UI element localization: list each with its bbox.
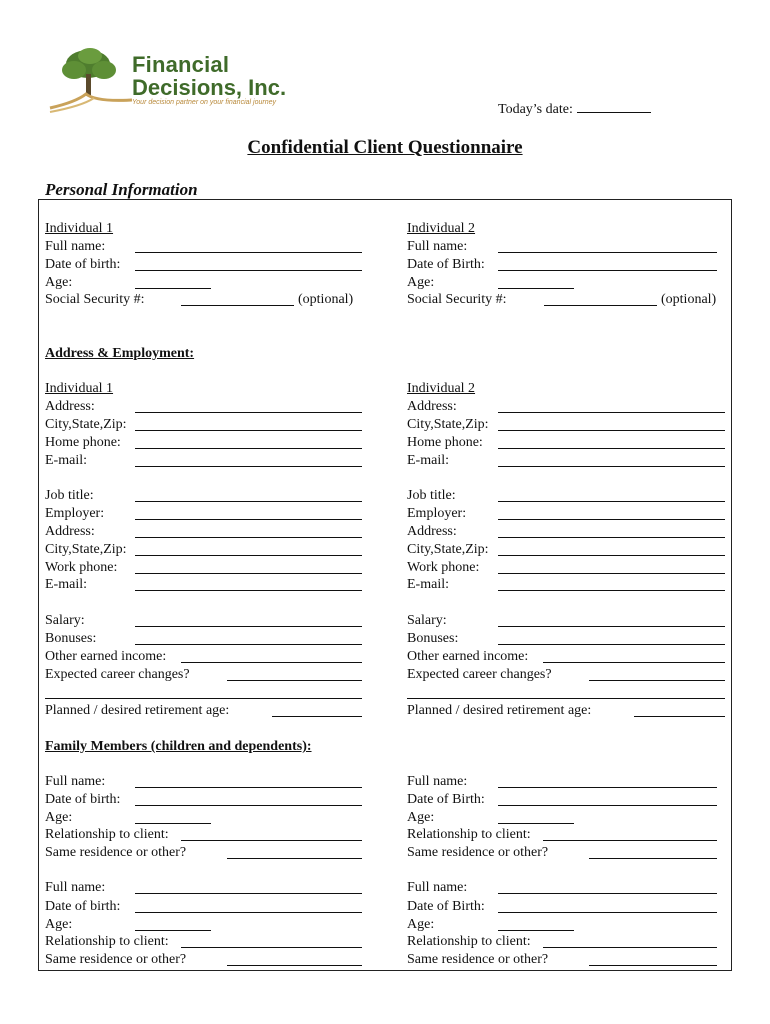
family-residence-label: Same residence or other? xyxy=(45,845,187,860)
career-changes-field[interactable] xyxy=(589,680,725,681)
retirement-age-label: Planned / desired retirement age: xyxy=(407,703,592,718)
bonuses-field[interactable] xyxy=(498,644,725,645)
address-field[interactable] xyxy=(498,412,725,413)
family-date-of-birth-field[interactable] xyxy=(135,912,362,913)
family-age-label: Age: xyxy=(45,810,73,825)
family-relationship-field[interactable] xyxy=(181,947,362,948)
individual-2-header: Individual 2 xyxy=(407,381,476,396)
bonuses-label: Bonuses: xyxy=(45,631,97,646)
family-date-of-birth-field[interactable] xyxy=(135,805,362,806)
individual-2-header: Individual 2 xyxy=(407,221,476,236)
work-address-label: Address: xyxy=(407,524,457,539)
career-changes-label: Expected career changes? xyxy=(407,667,552,682)
section-family-members: Family Members (children and dependents): xyxy=(45,739,312,754)
section-address-employment: Address & Employment: xyxy=(45,346,195,361)
work-email-label: E-mail: xyxy=(45,577,87,592)
home-phone-label: Home phone: xyxy=(45,435,121,450)
salary-label: Salary: xyxy=(45,613,85,628)
full-name-field[interactable] xyxy=(498,252,717,253)
full-name-label: Full name: xyxy=(407,239,468,254)
date-of-birth-label: Date of birth: xyxy=(45,257,121,272)
brand-tagline: Your decision partner on your financial journey xyxy=(132,99,276,106)
work-phone-field[interactable] xyxy=(135,573,362,574)
city-state-zip-field[interactable] xyxy=(135,430,362,431)
family-full-name-field[interactable] xyxy=(135,787,362,788)
ssn-field[interactable] xyxy=(544,305,657,306)
family-date-of-birth-field[interactable] xyxy=(498,912,717,913)
family-age-label: Age: xyxy=(45,917,73,932)
section-personal-information: Personal Information xyxy=(45,180,198,199)
work-address-field[interactable] xyxy=(498,537,725,538)
other-income-field[interactable] xyxy=(543,662,725,663)
employer-label: Employer: xyxy=(45,506,105,521)
tree-road-icon xyxy=(46,44,136,116)
family-full-name-field[interactable] xyxy=(498,893,717,894)
work-email-field[interactable] xyxy=(498,590,725,591)
retirement-age-field[interactable] xyxy=(634,716,725,717)
family-date-of-birth-label: Date of Birth: xyxy=(407,792,485,807)
work-phone-label: Work phone: xyxy=(407,560,480,575)
family-full-name-field[interactable] xyxy=(498,787,717,788)
career-changes-label: Expected career changes? xyxy=(45,667,190,682)
job-title-field[interactable] xyxy=(135,501,362,502)
family-residence-label: Same residence or other? xyxy=(407,845,549,860)
city-state-zip-label: City,State,Zip: xyxy=(407,417,489,432)
family-residence-field[interactable] xyxy=(589,965,717,966)
family-relationship-field[interactable] xyxy=(543,840,717,841)
family-age-field[interactable] xyxy=(135,930,211,931)
family-full-name-label: Full name: xyxy=(407,880,468,895)
family-residence-label: Same residence or other? xyxy=(45,952,187,967)
address-label: Address: xyxy=(407,399,457,414)
family-relationship-label: Relationship to client: xyxy=(45,934,169,949)
ssn-label: Social Security #: xyxy=(407,292,507,307)
individual-1-header: Individual 1 xyxy=(45,381,114,396)
family-full-name-label: Full name: xyxy=(45,880,106,895)
family-relationship-label: Relationship to client: xyxy=(407,934,531,949)
job-title-label: Job title: xyxy=(407,488,456,503)
work-address-label: Address: xyxy=(45,524,95,539)
other-income-field[interactable] xyxy=(181,662,362,663)
salary-field[interactable] xyxy=(135,626,362,627)
family-residence-label: Same residence or other? xyxy=(407,952,549,967)
email-field[interactable] xyxy=(135,466,362,467)
work-city-state-zip-label: City,State,Zip: xyxy=(45,542,127,557)
family-residence-field[interactable] xyxy=(227,965,362,966)
date-of-birth-label: Date of Birth: xyxy=(407,257,485,272)
career-changes-field-continued[interactable] xyxy=(407,698,725,699)
work-email-field[interactable] xyxy=(135,590,362,591)
age-field[interactable] xyxy=(498,288,574,289)
todays-date xyxy=(498,100,651,118)
family-age-label: Age: xyxy=(407,917,435,932)
full-name-field[interactable] xyxy=(135,252,362,253)
email-field[interactable] xyxy=(498,466,725,467)
work-email-label: E-mail: xyxy=(407,577,449,592)
employer-label: Employer: xyxy=(407,506,467,521)
address-field[interactable] xyxy=(135,412,362,413)
family-date-of-birth-label: Date of birth: xyxy=(45,899,121,914)
family-full-name-label: Full name: xyxy=(407,774,468,789)
family-date-of-birth-label: Date of birth: xyxy=(45,792,121,807)
family-residence-field[interactable] xyxy=(227,858,362,859)
salary-field[interactable] xyxy=(498,626,725,627)
family-date-of-birth-label: Date of Birth: xyxy=(407,899,485,914)
family-relationship-field[interactable] xyxy=(543,947,717,948)
age-label: Age: xyxy=(45,275,73,290)
family-age-field[interactable] xyxy=(135,823,211,824)
home-phone-field[interactable] xyxy=(135,448,362,449)
work-address-field[interactable] xyxy=(135,537,362,538)
family-age-label: Age: xyxy=(407,810,435,825)
full-name-label: Full name: xyxy=(45,239,106,254)
brand-name-line1: Financial xyxy=(132,52,230,77)
email-label: E-mail: xyxy=(45,453,87,468)
ssn-optional-note: (optional) xyxy=(661,292,717,307)
individual-1-header: Individual 1 xyxy=(45,221,114,236)
home-phone-label: Home phone: xyxy=(407,435,483,450)
bonuses-label: Bonuses: xyxy=(407,631,459,646)
family-age-field[interactable] xyxy=(498,823,574,824)
work-city-state-zip-field[interactable] xyxy=(135,555,362,556)
job-title-field[interactable] xyxy=(498,501,725,502)
todays-date-label: Today’s date: xyxy=(498,102,573,117)
family-full-name-field[interactable] xyxy=(135,893,362,894)
age-field[interactable] xyxy=(135,288,211,289)
family-full-name-label: Full name: xyxy=(45,774,106,789)
ssn-label: Social Security #: xyxy=(45,292,145,307)
age-label: Age: xyxy=(407,275,435,290)
bonuses-field[interactable] xyxy=(135,644,362,645)
other-income-label: Other earned income: xyxy=(407,649,529,664)
retirement-age-field[interactable] xyxy=(272,716,362,717)
career-changes-field[interactable] xyxy=(227,680,362,681)
employer-field[interactable] xyxy=(498,519,725,520)
other-income-label: Other earned income: xyxy=(45,649,167,664)
family-date-of-birth-field[interactable] xyxy=(498,805,717,806)
date-of-birth-field[interactable] xyxy=(498,270,717,271)
address-label: Address: xyxy=(45,399,95,414)
family-relationship-field[interactable] xyxy=(181,840,362,841)
email-label: E-mail: xyxy=(407,453,449,468)
work-phone-label: Work phone: xyxy=(45,560,118,575)
work-city-state-zip-label: City,State,Zip: xyxy=(407,542,489,557)
work-city-state-zip-field[interactable] xyxy=(498,555,725,556)
ssn-field[interactable] xyxy=(181,305,294,306)
home-phone-field[interactable] xyxy=(498,448,725,449)
family-age-field[interactable] xyxy=(498,930,574,931)
city-state-zip-field[interactable] xyxy=(498,430,725,431)
work-phone-field[interactable] xyxy=(498,573,725,574)
family-relationship-label: Relationship to client: xyxy=(45,827,169,842)
company-logo xyxy=(46,44,296,116)
family-relationship-label: Relationship to client: xyxy=(407,827,531,842)
city-state-zip-label: City,State,Zip: xyxy=(45,417,127,432)
todays-date-field[interactable] xyxy=(577,100,651,113)
family-residence-field[interactable] xyxy=(589,858,717,859)
career-changes-field-continued[interactable] xyxy=(45,698,362,699)
salary-label: Salary: xyxy=(407,613,447,628)
job-title-label: Job title: xyxy=(45,488,94,503)
date-of-birth-field[interactable] xyxy=(135,270,362,271)
employer-field[interactable] xyxy=(135,519,362,520)
brand-name-line2: Decisions, Inc. xyxy=(132,75,287,100)
page-title: Confidential Client Questionnaire xyxy=(247,137,523,158)
retirement-age-label: Planned / desired retirement age: xyxy=(45,703,230,718)
ssn-optional-note: (optional) xyxy=(298,292,354,307)
